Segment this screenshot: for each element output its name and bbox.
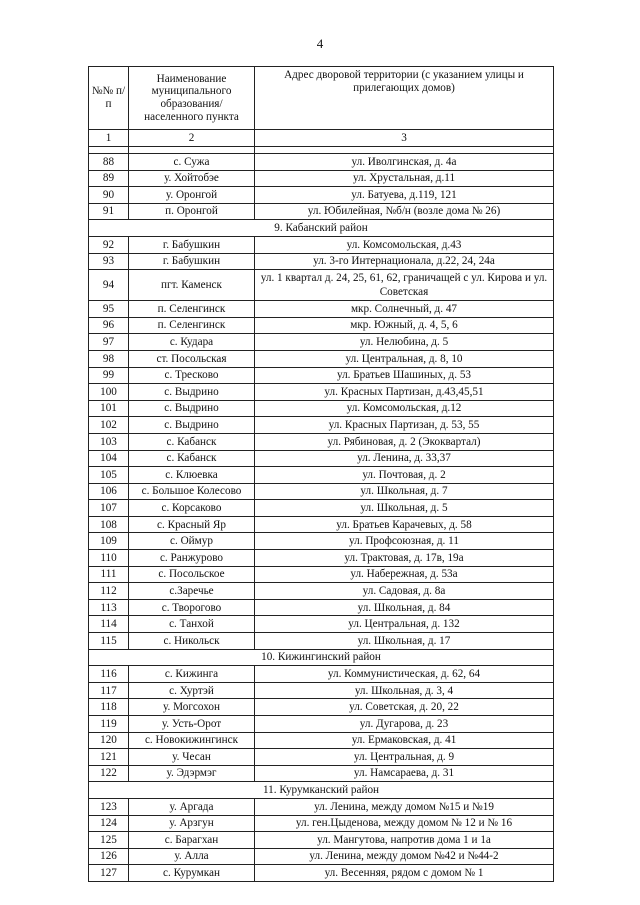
settlement-name: с. Ранжурово <box>129 550 255 567</box>
yard-address: ул. Дугарова, д. 23 <box>255 716 554 733</box>
yard-address: ул. ген.Цыденова, между домом № 12 и № 16 <box>255 815 554 832</box>
table-body <box>89 130 554 882</box>
table-row <box>89 633 554 650</box>
settlement-name: у. Хойтобэе <box>129 170 255 187</box>
row-number: 106 <box>89 483 129 500</box>
table-row <box>89 516 554 533</box>
settlement-name: с. Выдрино <box>129 400 255 417</box>
settlement-name: с. Оймур <box>129 533 255 550</box>
header-number: №№ п/п <box>89 67 129 130</box>
settlement-name: с. Кабанск <box>129 450 255 467</box>
row-number: 103 <box>89 433 129 450</box>
row-number: 124 <box>89 815 129 832</box>
table-row <box>89 583 554 600</box>
table-row <box>89 500 554 517</box>
settlement-name: с. Кудара <box>129 334 255 351</box>
page-number: 4 <box>316 36 324 51</box>
yard-address: ул. Школьная, д. 84 <box>255 599 554 616</box>
row-number: 101 <box>89 400 129 417</box>
settlement-name: с. Клюевка <box>129 467 255 484</box>
table-row <box>89 815 554 832</box>
row-number: 90 <box>89 187 129 204</box>
row-number: 99 <box>89 367 129 384</box>
table-row <box>89 716 554 733</box>
yard-address: ул. Центральная, д. 9 <box>255 749 554 766</box>
yard-address: ул. Садовая, д. 8а <box>255 583 554 600</box>
yard-address: ул. Нелюбина, д. 5 <box>255 334 554 351</box>
table-row <box>89 301 554 318</box>
table-row <box>89 798 554 815</box>
column-number: 2 <box>129 130 255 147</box>
row-number: 107 <box>89 500 129 517</box>
table-row <box>89 483 554 500</box>
yard-address: ул. Советская, д. 20, 22 <box>255 699 554 716</box>
yard-address: ул. Ленина, между домом №42 и №44-2 <box>255 848 554 865</box>
table-row <box>89 765 554 782</box>
row-number: 119 <box>89 716 129 733</box>
settlement-name: с. Посольское <box>129 566 255 583</box>
settlement-name: с. Большое Колесово <box>129 483 255 500</box>
yard-address: ул. Школьная, д. 17 <box>255 633 554 650</box>
column-number: 3 <box>255 130 554 147</box>
row-number: 93 <box>89 253 129 270</box>
yard-address: ул. Школьная, д. 7 <box>255 483 554 500</box>
row-number: 105 <box>89 467 129 484</box>
yard-address: ул. Весенняя, рядом с домом № 1 <box>255 865 554 882</box>
yard-address: ул. Красных Партизан, д. 53, 55 <box>255 417 554 434</box>
yard-address: ул. Батуева, д.119, 121 <box>255 187 554 204</box>
table-row <box>89 467 554 484</box>
table-row <box>89 616 554 633</box>
table-row <box>89 566 554 583</box>
table-row <box>89 170 554 187</box>
settlement-name: у. Усть-Орот <box>129 716 255 733</box>
settlement-name: п. Селенгинск <box>129 317 255 334</box>
column-number: 1 <box>89 130 129 147</box>
row-number: 88 <box>89 154 129 171</box>
table-row <box>89 550 554 567</box>
row-number: 109 <box>89 533 129 550</box>
yard-address: ул. Ленина, между домом №15 и №19 <box>255 798 554 815</box>
table-row <box>89 203 554 220</box>
settlement-name: у. Алла <box>129 848 255 865</box>
settlement-name: с. Танхой <box>129 616 255 633</box>
settlement-name: п. Селенгинск <box>129 301 255 318</box>
yard-address: ул. Ленина, д. 33,37 <box>255 450 554 467</box>
settlement-name: с. Новокижингинск <box>129 732 255 749</box>
settlement-name: с. Красный Яр <box>129 516 255 533</box>
settlement-name: с. Тресково <box>129 367 255 384</box>
yard-address: мкр. Южный, д. 4, 5, 6 <box>255 317 554 334</box>
row-number: 98 <box>89 350 129 367</box>
settlement-name: с. Курумкан <box>129 865 255 882</box>
settlement-name: с. Выдрино <box>129 384 255 401</box>
settlement-name: у. Арзгун <box>129 815 255 832</box>
yard-address: ул. Ермаковская, д. 41 <box>255 732 554 749</box>
table-row <box>89 417 554 434</box>
yard-address: ул. Профсоюзная, д. 11 <box>255 533 554 550</box>
table-row <box>89 236 554 253</box>
settlement-name: ст. Посольская <box>129 350 255 367</box>
table-row <box>89 865 554 882</box>
header-address: Адрес дворовой территории (с указанием улицы и прилегающих домов) <box>255 67 554 130</box>
yard-territories-table <box>88 66 554 882</box>
row-number: 122 <box>89 765 129 782</box>
row-number: 116 <box>89 666 129 683</box>
yard-address: ул. Набережная, д. 53а <box>255 566 554 583</box>
table-row <box>89 682 554 699</box>
row-number: 92 <box>89 236 129 253</box>
settlement-name: г. Бабушкин <box>129 253 255 270</box>
yard-address: ул. 3-го Интернационала, д.22, 24, 24а <box>255 253 554 270</box>
row-number: 115 <box>89 633 129 650</box>
row-number: 104 <box>89 450 129 467</box>
yard-address: ул. Намсараева, д. 31 <box>255 765 554 782</box>
yard-address: ул. Юбилейная, №б/н (возле дома № 26) <box>255 203 554 220</box>
district-heading: 11. Курумканский район <box>89 782 554 799</box>
row-number: 110 <box>89 550 129 567</box>
yard-address: ул. Центральная, д. 8, 10 <box>255 350 554 367</box>
yard-address: ул. Иволгинская, д. 4а <box>255 154 554 171</box>
settlement-name: пгт. Каменск <box>129 270 255 301</box>
settlement-name: с. Выдрино <box>129 417 255 434</box>
yard-address: ул. Трактовая, д. 17в, 19а <box>255 550 554 567</box>
table-row <box>89 350 554 367</box>
table-row <box>89 317 554 334</box>
settlement-name: с. Творогово <box>129 599 255 616</box>
row-number: 112 <box>89 583 129 600</box>
row-number: 89 <box>89 170 129 187</box>
row-number: 91 <box>89 203 129 220</box>
table-row <box>89 384 554 401</box>
row-number: 123 <box>89 798 129 815</box>
table-header-row <box>89 67 554 130</box>
yard-address: ул. Рябиновая, д. 2 (Экоквартал) <box>255 433 554 450</box>
row-number: 121 <box>89 749 129 766</box>
header-municipality: Наименование муниципального образования/населенного пункта <box>129 67 255 130</box>
settlement-name: у. Оронгой <box>129 187 255 204</box>
district-heading-row <box>89 220 554 237</box>
settlement-name: с. Барагхан <box>129 832 255 849</box>
yard-address: ул. Хрустальная, д.11 <box>255 170 554 187</box>
yard-address: ул. Школьная, д. 3, 4 <box>255 682 554 699</box>
spacer-row <box>89 147 554 154</box>
yard-address: ул. Братьев Шашиных, д. 53 <box>255 367 554 384</box>
settlement-name: с. Сужа <box>129 154 255 171</box>
settlement-name: с. Кижинга <box>129 666 255 683</box>
yard-address: ул. Почтовая, д. 2 <box>255 467 554 484</box>
table-row <box>89 154 554 171</box>
yard-address: ул. Школьная, д. 5 <box>255 500 554 517</box>
settlement-name: с.Заречье <box>129 583 255 600</box>
yard-address: мкр. Солнечный, д. 47 <box>255 301 554 318</box>
settlement-name: у. Чесан <box>129 749 255 766</box>
settlement-name: г. Бабушкин <box>129 236 255 253</box>
row-number: 96 <box>89 317 129 334</box>
yard-address: ул. Братьев Карачевых, д. 58 <box>255 516 554 533</box>
row-number: 118 <box>89 699 129 716</box>
row-number: 108 <box>89 516 129 533</box>
settlement-name: у. Могсохон <box>129 699 255 716</box>
yard-address: ул. Комсомольская, д.12 <box>255 400 554 417</box>
district-heading-row <box>89 649 554 666</box>
row-number: 114 <box>89 616 129 633</box>
row-number: 120 <box>89 732 129 749</box>
yard-address: ул. Центральная, д. 132 <box>255 616 554 633</box>
table-row <box>89 187 554 204</box>
settlement-name: с. Хуртэй <box>129 682 255 699</box>
table-row <box>89 270 554 301</box>
row-number: 111 <box>89 566 129 583</box>
settlement-name: у. Аргада <box>129 798 255 815</box>
table-row <box>89 749 554 766</box>
table-row <box>89 334 554 351</box>
row-number: 97 <box>89 334 129 351</box>
table-row <box>89 699 554 716</box>
district-heading-row <box>89 782 554 799</box>
yard-address: ул. Комсомольская, д.43 <box>255 236 554 253</box>
yard-address: ул. Мангутова, напротив дома 1 и 1а <box>255 832 554 849</box>
district-heading: 10. Кижингинский район <box>89 649 554 666</box>
table-row <box>89 367 554 384</box>
row-number: 100 <box>89 384 129 401</box>
table-row <box>89 400 554 417</box>
table-row <box>89 433 554 450</box>
column-number-row <box>89 130 554 147</box>
table-row <box>89 848 554 865</box>
table-row <box>89 732 554 749</box>
district-heading: 9. Кабанский район <box>89 220 554 237</box>
row-number: 126 <box>89 848 129 865</box>
yard-address: ул. Коммунистическая, д. 62, 64 <box>255 666 554 683</box>
row-number: 102 <box>89 417 129 434</box>
settlement-name: с. Никольск <box>129 633 255 650</box>
row-number: 94 <box>89 270 129 301</box>
table-row <box>89 450 554 467</box>
row-number: 127 <box>89 865 129 882</box>
table-row <box>89 533 554 550</box>
yard-address: ул. 1 квартал д. 24, 25, 61, 62, граничащей с ул. Кирова и ул. Советская <box>255 270 554 301</box>
settlement-name: п. Оронгой <box>129 203 255 220</box>
table-row <box>89 832 554 849</box>
table-row <box>89 666 554 683</box>
row-number: 95 <box>89 301 129 318</box>
settlement-name: с. Корсаково <box>129 500 255 517</box>
settlement-name: у. Эдэрмэг <box>129 765 255 782</box>
row-number: 113 <box>89 599 129 616</box>
table-row <box>89 599 554 616</box>
row-number: 125 <box>89 832 129 849</box>
row-number: 117 <box>89 682 129 699</box>
yard-address: ул. Красных Партизан, д.43,45,51 <box>255 384 554 401</box>
settlement-name: с. Кабанск <box>129 433 255 450</box>
table-row <box>89 253 554 270</box>
